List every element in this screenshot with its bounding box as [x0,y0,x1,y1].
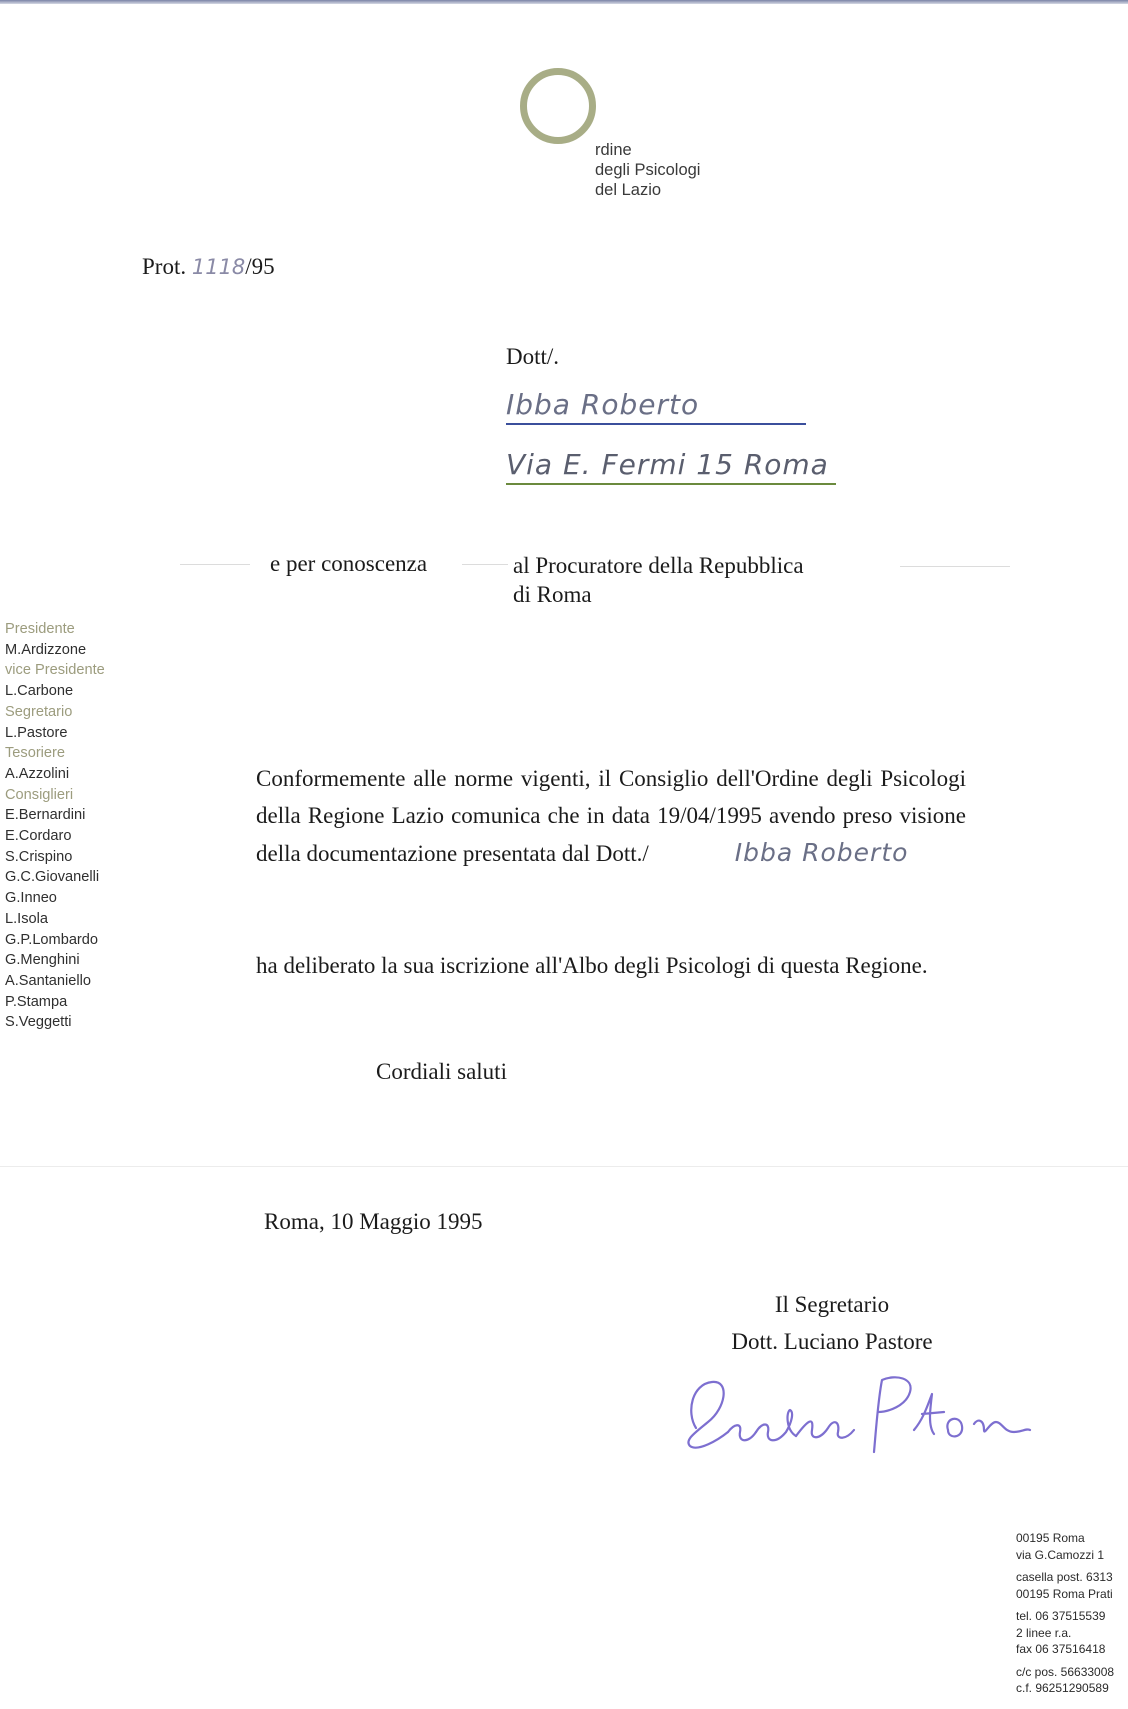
addressee-address [506,448,836,485]
council-member: E.Cordaro [5,828,72,845]
signatory-role: Il Segretario [774,1292,890,1317]
council-member: S.Veggetti [5,1014,72,1031]
body-paragraph-1-text: Conformemente alle norme vigenti, il Consiglio dell'Ordine degli Psicologi della Regione Lazio comunica che in data 19/04/1995 avendo preso visione della documentazione presentata dal Dott./ [256,766,966,866]
place-date: Roma, 10 Maggio 1995 [264,1209,483,1234]
footer-address-group [1016,1569,1114,1602]
protocol-line [142,254,275,280]
footer-address-line: casella post. 6313 [1016,1570,1113,1584]
council-list [5,619,105,1033]
council-member: L.Pastore [5,724,68,741]
footer-address-line: 00195 Roma Prati [1016,1586,1113,1601]
faint-scan-mark [462,564,508,565]
footer-address-line: tel. 06 37515539 [1016,1609,1106,1623]
logo-ring-icon [520,68,596,144]
footer-address-line: 00195 Roma [1016,1531,1085,1545]
footer-address-line: 2 linee r.a. [1016,1625,1072,1640]
faint-scan-mark [180,564,250,565]
protocol-label: Prot. [142,254,187,279]
council-member: P.Stampa [5,993,68,1010]
addressee-name: Ibba Roberto [506,388,806,425]
protocol-number: 1118 [191,255,246,279]
copy-to-label: e per conoscenza [270,551,428,576]
council-role: vice Presidente [5,662,105,679]
footer-address-group [1016,1608,1114,1658]
council-member: A.Santaniello [5,972,92,989]
council-member: S.Crispino [5,848,73,865]
footer-address-block [1016,1530,1114,1703]
council-role: Segretario [5,703,73,720]
copy-to-recipient [513,551,804,609]
scan-top-edge [0,0,1128,4]
letterhead-org-name [595,140,700,200]
addressee-title: Dott/. [506,344,560,369]
footer-address-line: c.f. 96251290589 [1016,1681,1109,1695]
council-member: A.Azzolini [5,765,70,782]
closing-greeting: Cordiali saluti [376,1059,507,1084]
protocol-year: /95 [245,254,275,279]
footer-address-line: via G.Camozzi 1 [1016,1547,1105,1562]
council-member: G.Inneo [5,890,57,907]
council-role: Tesoriere [5,745,66,762]
council-member: M.Ardizzone [5,641,87,658]
footer-address-line: c/c pos. 56633008 [1016,1664,1115,1679]
org-name-line: del Lazio [595,181,662,199]
copy-to-recipient-line: al Procuratore della Repubblica [513,553,804,578]
council-role: Presidente [5,621,75,637]
addressee-address-text: Via E. Fermi 15 Roma [506,448,829,481]
body-paragraph-2: ha deliberato la sua iscrizione all'Albo degli Psicologi di questa Regione. [256,953,928,978]
org-name-line: degli Psicologi [595,161,701,179]
footer-address-group [1016,1664,1114,1697]
org-name-line: rdine [595,141,632,159]
council-member: G.Menghini [5,952,80,969]
council-member: L.Carbone [5,683,74,700]
council-role: Consiglieri [5,786,74,803]
fold-line [0,1166,1128,1167]
body-paragraph-1 [256,760,966,872]
council-member: G.C.Giovanelli [5,869,100,886]
council-member: L.Isola [5,910,48,927]
council-member: E.Bernardini [5,807,86,824]
faint-scan-mark [900,566,1010,567]
footer-address-group [1016,1530,1114,1563]
handwritten-signature [678,1360,1058,1470]
signatory-block [700,1286,964,1360]
footer-address-line: fax 06 37516418 [1016,1642,1106,1656]
council-member: G.P.Lombardo [5,931,99,948]
handwritten-name: Ibba Roberto [734,838,909,867]
copy-to-recipient-line: di Roma [513,582,592,607]
signatory-name: Dott. Luciano Pastore [731,1329,933,1354]
